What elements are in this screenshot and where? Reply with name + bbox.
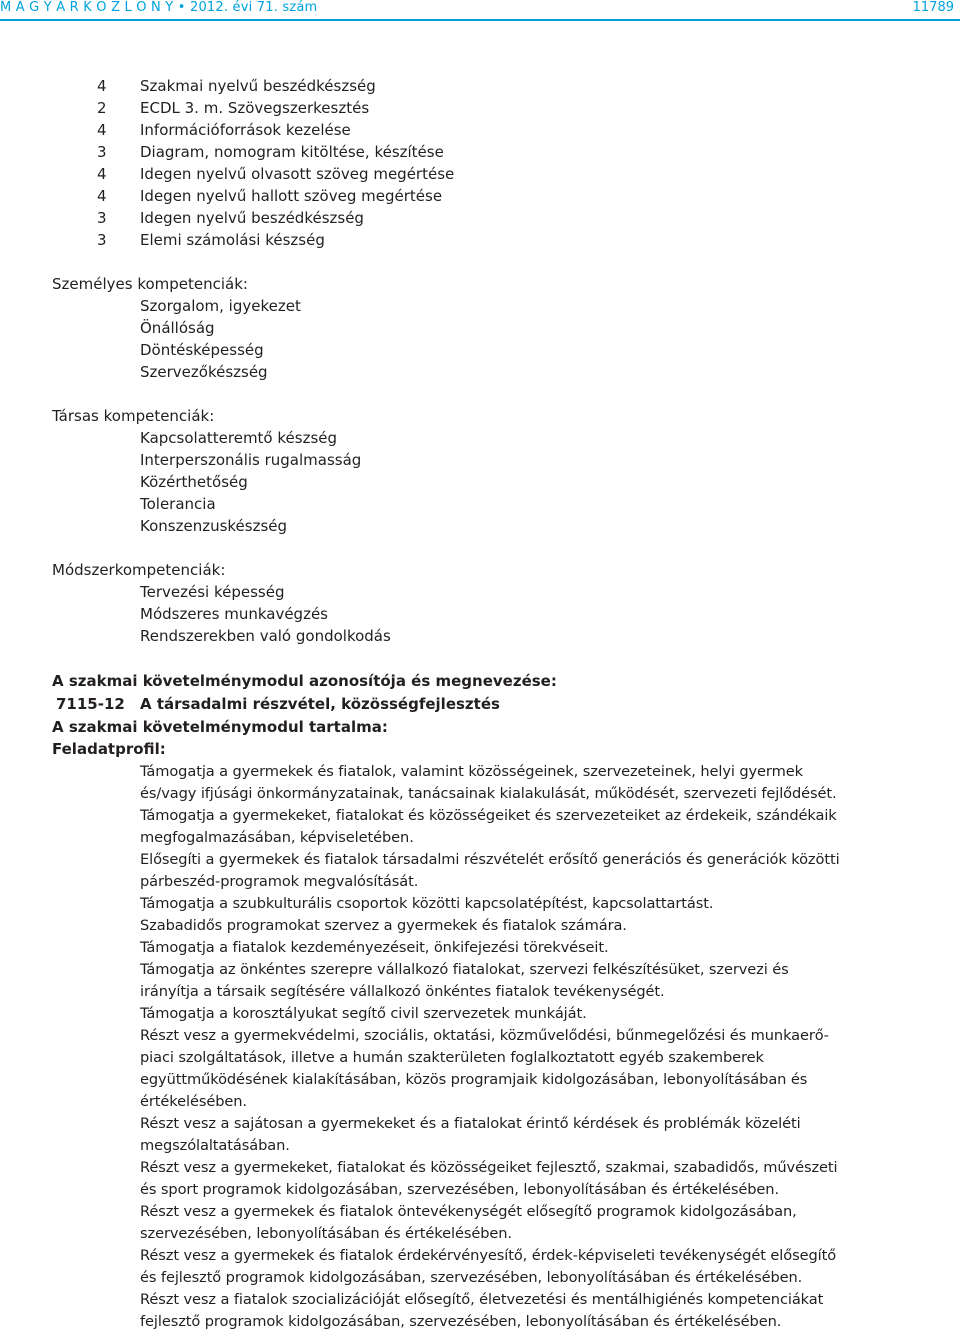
skill-level: 3	[97, 209, 107, 227]
task-line: piaci szolgáltatások, illetve a humán szakterületen foglalkoztatott egyéb szakemberek	[140, 1049, 764, 1066]
task-line: Részt vesz a gyermekek és fiatalok öntevékenységét elősegítő programok kidolgozásában,	[140, 1203, 797, 1220]
task-line: megfogalmazásában, képviseletében.	[140, 829, 414, 846]
task-line: Támogatja a gyermekek és fiatalok, valamint közösségeinek, szervezeteinek, helyi gyermek	[140, 763, 803, 780]
skill-level: 3	[97, 143, 107, 161]
skill-name: Idegen nyelvű beszédkészség	[140, 209, 364, 227]
task-line: Támogatja a gyermekeket, fiatalokat és közösségeiket és szervezeteiket az érdekeik, szándékaik	[140, 807, 837, 824]
skill-name: Diagram, nomogram kitöltése, készítése	[140, 143, 444, 161]
header-rule	[0, 19, 960, 21]
skill-name: Információforrások kezelése	[140, 121, 351, 139]
running-title: M A G Y A R K Ö Z L Ö N Y • 2012. évi 71. szám	[0, 0, 318, 15]
personal-competence-item: Döntésképesség	[140, 341, 264, 359]
personal-competence-item: Önállóság	[140, 319, 215, 337]
task-line: értékelésében.	[140, 1093, 247, 1110]
task-line: megszólaltatásában.	[140, 1137, 290, 1154]
task-line: együttműködésének kialakításában, közös programjaik kidolgozásában, lebonyolításában és	[140, 1071, 808, 1088]
module-content-heading: A szakmai követelménymodul tartalma:	[52, 718, 388, 736]
module-code: 7115-12	[56, 695, 125, 713]
social-competences-label: Társas kompetenciák:	[52, 407, 215, 425]
personal-competences-label: Személyes kompetenciák:	[52, 275, 248, 293]
skill-level: 4	[97, 187, 107, 205]
task-line: Elősegíti a gyermekek és fiatalok társadalmi részvételét erősítő generációs és generációk közötti	[140, 851, 840, 868]
task-line: Részt vesz a fiatalok szocializációját elősegítő, életvezetési és mentálhigiénés kompetenciákat	[140, 1291, 824, 1308]
social-competence-item: Tolerancia	[140, 495, 216, 513]
personal-competence-item: Szervezőkészség	[140, 363, 268, 381]
task-line: Támogatja a szubkulturális csoportok közötti kapcsolatépítést, kapcsolattartást.	[140, 895, 714, 912]
task-line: irányítja a társaik segítésére vállalkozó önkéntes fiatalok tevékenységét.	[140, 983, 665, 1000]
social-competence-item: Közérthetőség	[140, 473, 248, 491]
method-competence-item: Rendszerekben való gondolkodás	[140, 627, 391, 645]
skill-name: Idegen nyelvű olvasott szöveg megértése	[140, 165, 455, 183]
social-competence-item: Konszenzuskészség	[140, 517, 288, 535]
personal-competence-item: Szorgalom, igyekezet	[140, 297, 301, 315]
skill-name: Elemi számolási készség	[140, 231, 325, 249]
page-number: 11789	[912, 0, 954, 15]
task-profile-heading: Feladatprofil:	[52, 740, 166, 758]
skill-level: 4	[97, 77, 107, 95]
task-line: szervezésében, lebonyolításában és értékelésében.	[140, 1225, 512, 1242]
task-line: és/vagy ifjúsági önkormányzatainak, tanácsainak kialakulását, működését, szervezeti fejlődését.	[140, 785, 837, 802]
skill-level: 3	[97, 231, 107, 249]
skill-level: 4	[97, 121, 107, 139]
social-competence-item: Interperszonális rugalmasság	[140, 451, 362, 469]
social-competence-item: Kapcsolatteremtő készség	[140, 429, 338, 447]
method-competence-item: Módszeres munkavégzés	[140, 605, 328, 623]
task-line: Részt vesz a sajátosan a gyermekeket és a fiatalokat érintő kérdések és problémák közeléti	[140, 1115, 801, 1132]
task-line: Szabadidős programokat szervez a gyermekek és fiatalok számára.	[140, 917, 627, 934]
skill-level: 2	[97, 99, 107, 117]
task-line: Támogatja a fiatalok kezdeményezéseit, önkifejezési törekvéseit.	[140, 939, 609, 956]
module-name: A társadalmi részvétel, közösségfejlesztés	[140, 695, 500, 713]
skill-level: 4	[97, 165, 107, 183]
task-line: Támogatja a korosztályukat segítő civil szervezetek munkáját.	[140, 1005, 587, 1022]
task-line: fejlesztő programok kidolgozásában, szervezésében, lebonyolításában és értékelésében.	[140, 1313, 782, 1330]
skill-name: ECDL 3. m. Szövegszerkesztés	[140, 99, 370, 117]
task-line: és sport programok kidolgozásában, szervezésében, lebonyolításában és értékelésében.	[140, 1181, 779, 1198]
task-line: párbeszéd-programok megvalósítását.	[140, 873, 419, 890]
method-competences-label: Módszerkompetenciák:	[52, 561, 226, 579]
task-line: Részt vesz a gyermekeket, fiatalokat és közösségeiket fejlesztő, szakmai, szabadidős, művészeti	[140, 1159, 838, 1176]
module-id-heading: A szakmai követelménymodul azonosítója és megnevezése:	[52, 672, 557, 690]
skill-name: Idegen nyelvű hallott szöveg megértése	[140, 187, 443, 205]
task-line: Támogatja az önkéntes szerepre vállalkozó fiatalokat, szervezi felkészítésüket, szervezi és	[140, 961, 789, 978]
task-line: Részt vesz a gyermekek és fiatalok érdekérvényesítő, érdek-képviseleti tevékenységét elősegítő	[140, 1247, 837, 1264]
method-competence-item: Tervezési képesség	[140, 583, 285, 601]
task-line: Részt vesz a gyermekvédelmi, szociális, oktatási, közművelődési, bűnmegelőzési és munkaerő-	[140, 1027, 829, 1044]
skill-name: Szakmai nyelvű beszédkészség	[140, 77, 376, 95]
task-line: és fejlesztő programok kidolgozásában, szervezésében, lebonyolításában és értékelésében.	[140, 1269, 803, 1286]
page-header	[0, 0, 960, 16]
